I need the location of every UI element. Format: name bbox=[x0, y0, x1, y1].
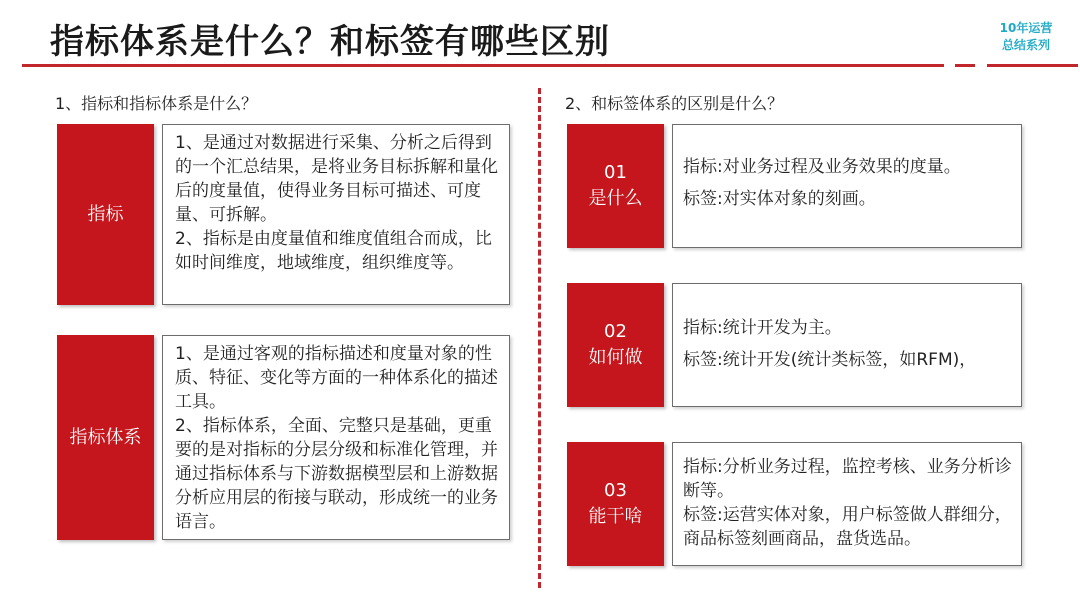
use-description-box bbox=[672, 442, 1022, 566]
series-badge bbox=[990, 20, 1062, 54]
header-rule-end bbox=[987, 64, 1078, 67]
left-section-heading: 1、指标和指标体系是什么？ bbox=[55, 94, 258, 113]
label-box-what bbox=[567, 124, 664, 248]
indicator-paragraph-2: 2、指标是由度量值和维度值组合而成，比如时间维度，地域维度，组织维度等。 bbox=[175, 229, 492, 273]
use-indicator-line: 指标:分析业务过程，监控考核、业务分析诊断等。 bbox=[683, 457, 1012, 501]
what-indicator-line: 指标:对业务过程及业务效果的度量。 bbox=[683, 157, 961, 177]
use-tag-line: 标签:运营实体对象，用户标签做人群细分，商品标签刻画商品，盘货选品。 bbox=[683, 505, 1012, 549]
page-title: 指标体系是什么？和标签有哪些区别 bbox=[50, 22, 610, 62]
label-box-use bbox=[567, 442, 664, 566]
indicator-paragraph-1: 1、是通过对数据进行采集、分析之后得到的一个汇总结果，是将业务目标拆解和量化后的度量值，使得业务目标可描述、可度量、可拆解。 bbox=[175, 133, 498, 225]
header-rule-dash bbox=[955, 64, 975, 67]
label-what-number: 01 bbox=[604, 162, 627, 183]
right-section-heading: 2、和标签体系的区别是什么？ bbox=[565, 94, 784, 113]
badge-line-2: 总结系列 bbox=[1001, 38, 1050, 52]
header-rule bbox=[22, 64, 944, 67]
label-box-indicator bbox=[57, 124, 154, 305]
label-indicator-system: 指标体系 bbox=[69, 426, 142, 448]
label-box-indicator-system bbox=[57, 335, 154, 540]
label-what: 是什么 bbox=[588, 188, 643, 209]
label-how-number: 02 bbox=[604, 321, 627, 342]
label-how: 如何做 bbox=[588, 347, 643, 368]
label-use: 能干啥 bbox=[588, 506, 643, 527]
how-indicator-line: 指标:统计开发为主。 bbox=[683, 318, 842, 338]
indicator-description-box bbox=[162, 124, 510, 305]
label-indicator: 指标 bbox=[87, 203, 124, 225]
badge-line-1: 10年运营 bbox=[999, 21, 1053, 35]
what-description-box bbox=[672, 124, 1022, 248]
indicator-system-description-box bbox=[162, 335, 510, 540]
how-tag-line: 标签:统计开发(统计类标签，如RFM)， bbox=[683, 350, 977, 370]
center-divider bbox=[538, 88, 541, 588]
label-use-number: 03 bbox=[604, 480, 627, 501]
indicator-system-paragraph-2: 2、指标体系，全面、完整只是基础，更重要的是对指标的分层分级和标准化管理，并通过指标体系与下游数据模型层和上游数据分析应用层的衔接与联动，形成统一的业务语言。 bbox=[175, 416, 498, 532]
label-box-how bbox=[567, 283, 664, 407]
indicator-system-paragraph-1: 1、是通过客观的指标描述和度量对象的性质、特征、变化等方面的一种体系化的描述工具。 bbox=[175, 344, 498, 412]
how-description-box bbox=[672, 283, 1022, 407]
what-tag-line: 标签:对实体对象的刻画。 bbox=[683, 189, 876, 209]
